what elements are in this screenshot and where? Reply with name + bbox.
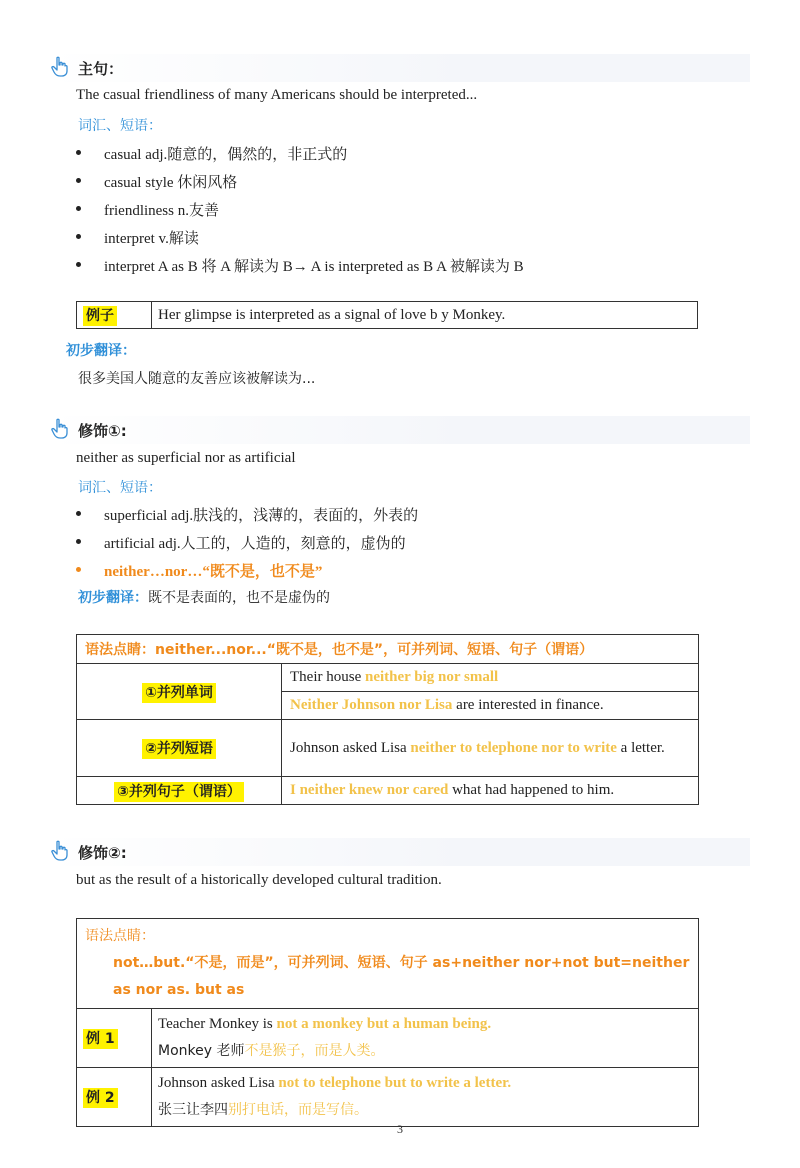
section-title: 修饰②: xyxy=(78,844,127,862)
translation-text: 既不是表面的，也不是虚伪的 xyxy=(148,590,330,606)
grammar-title: 语法点睛：neither...nor...“既不是，也不是”，可并列词、短语、句子（谓语） xyxy=(85,642,594,658)
table-row: 例 2 Johnson asked Lisa not to telephone but to write a letter. 张三让李四别打电话，而是写信。 xyxy=(77,1068,699,1127)
grammar-table xyxy=(76,918,699,1127)
row-label: ③并列句子（谓语） xyxy=(114,782,244,802)
pointing-hand-icon xyxy=(50,56,70,78)
row-label: ②并列短语 xyxy=(142,739,216,759)
main-sentence: The casual friendliness of many Americans should be interpreted... xyxy=(76,87,478,103)
modifier-sentence: neither as superficial nor as artificial xyxy=(76,450,296,466)
section-title: 主句： xyxy=(78,60,124,78)
grammar-body: not…but.“不是，而是”，可并列词、短语、句子 as+neither nor+not but=neither as nor as. but as xyxy=(113,955,690,998)
example-table xyxy=(76,301,698,329)
example-label: 例子 xyxy=(83,306,117,326)
grammar-title: 语法点睛： xyxy=(85,928,155,944)
pointing-hand-icon xyxy=(50,840,70,862)
page-number: 3 xyxy=(397,1122,403,1136)
section-header xyxy=(50,838,750,866)
row-label: ①并列单词 xyxy=(142,683,216,703)
modifier-sentence: but as the result of a historically developed cultural tradition. xyxy=(76,872,442,888)
vocab-label: 词汇、短语： xyxy=(78,480,162,496)
translation-text: 很多美国人随意的友善应该被解读为... xyxy=(78,371,316,387)
section-title: 修饰①: xyxy=(78,422,127,440)
table-row: 例 1 Teacher Monkey is not a monkey but a human being. Monkey 老师不是猴子，而是人类。 xyxy=(77,1009,699,1068)
pointing-hand-icon xyxy=(50,418,70,440)
table-row: ①并列单词 Their house neither big nor small xyxy=(77,664,699,692)
example-text: Her glimpse is interpreted as a signal of love b y Monkey. xyxy=(152,302,698,329)
table-row: Neither Johnson nor Lisa are interested in finance. xyxy=(77,692,699,720)
translation-label: 初步翻译： xyxy=(66,343,136,359)
table-row: ③并列句子（谓语） I neither knew nor cared what had happened to him. xyxy=(77,777,699,805)
section-header xyxy=(50,54,750,82)
vocab-label: 词汇、短语： xyxy=(78,118,162,134)
grammar-table xyxy=(76,634,699,805)
translation-row: 初步翻译：既不是表面的，也不是虚伪的 xyxy=(78,590,330,606)
row-label: 例 2 xyxy=(83,1088,118,1108)
row-label: 例 1 xyxy=(83,1029,118,1049)
table-row: ②并列短语 Johnson asked Lisa neither to telephone nor to write a letter. xyxy=(77,720,699,777)
section-header xyxy=(50,416,750,444)
